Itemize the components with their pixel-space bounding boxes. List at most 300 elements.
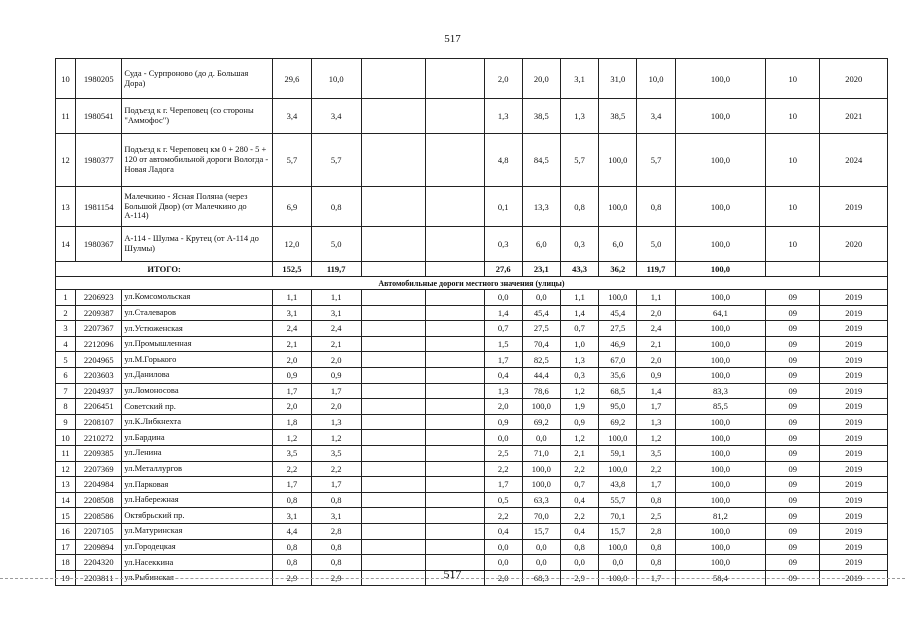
cell-d: 2,0 [484, 399, 522, 415]
cell-f: 0,0 [560, 555, 598, 571]
cell-h: 3,4 [637, 99, 675, 134]
cell-year: 2019 [820, 492, 888, 508]
cell-d: 0,5 [484, 492, 522, 508]
cell-id: 2208508 [76, 492, 122, 508]
cell-year: 2024 [820, 134, 888, 187]
cell-a: 10,0 [311, 59, 361, 99]
cell-h: 10,0 [637, 59, 675, 99]
cell-i: 100,0 [675, 414, 766, 430]
section-header-row [56, 277, 888, 290]
cell-c [426, 305, 484, 321]
cell-h: 1,7 [637, 477, 675, 493]
cell-b [361, 539, 425, 555]
cell-id: 1980205 [76, 59, 122, 99]
cell-name: ул.Набережная [122, 492, 273, 508]
cell-f: 0,7 [560, 321, 598, 337]
table-row [56, 445, 888, 461]
cell-c [426, 352, 484, 368]
cell-g: 0,0 [599, 555, 637, 571]
cell-i: 100,0 [675, 352, 766, 368]
cell-name: Октябрьский пр. [122, 508, 273, 524]
cell-j: 09 [766, 352, 820, 368]
cell-e: 45,4 [522, 305, 560, 321]
table-row [56, 336, 888, 352]
cell-g: 69,2 [599, 414, 637, 430]
cell-g: 100,0 [599, 290, 637, 306]
total-g: 36,2 [599, 262, 637, 277]
cell-j: 09 [766, 290, 820, 306]
table-row [56, 477, 888, 493]
cell-j: 09 [766, 477, 820, 493]
cell-i: 100,0 [675, 461, 766, 477]
cell-len: 1,8 [273, 414, 311, 430]
total-b [361, 262, 425, 277]
cell-c [426, 383, 484, 399]
cell-n: 17 [56, 539, 76, 555]
cell-e: 0,0 [522, 430, 560, 446]
cell-e: 71,0 [522, 445, 560, 461]
cell-id: 2206451 [76, 399, 122, 415]
cell-a: 5,7 [311, 134, 361, 187]
table-row [56, 414, 888, 430]
cell-i: 100,0 [675, 336, 766, 352]
cell-h: 2,0 [637, 352, 675, 368]
table-row [56, 461, 888, 477]
cell-c [426, 430, 484, 446]
cell-year: 2019 [820, 445, 888, 461]
cell-n: 4 [56, 336, 76, 352]
cell-name: ул.Данилова [122, 367, 273, 383]
cell-len: 0,8 [273, 539, 311, 555]
cell-a: 0,8 [311, 187, 361, 227]
cell-d: 0,4 [484, 367, 522, 383]
cell-c [426, 99, 484, 134]
cell-j: 09 [766, 383, 820, 399]
cell-g: 43,8 [599, 477, 637, 493]
cell-h: 2,2 [637, 461, 675, 477]
cell-j: 09 [766, 321, 820, 337]
cell-c [426, 134, 484, 187]
cell-b [361, 508, 425, 524]
cell-h: 0,8 [637, 492, 675, 508]
cell-j: 09 [766, 414, 820, 430]
cell-i: 100,0 [675, 134, 766, 187]
cell-f: 1,2 [560, 430, 598, 446]
cell-f: 1,3 [560, 99, 598, 134]
cell-a: 5,0 [311, 227, 361, 262]
cell-d: 1,5 [484, 336, 522, 352]
cell-len: 3,5 [273, 445, 311, 461]
table-row [56, 508, 888, 524]
cell-a: 2,4 [311, 321, 361, 337]
cell-n: 13 [56, 187, 76, 227]
cell-f: 5,7 [560, 134, 598, 187]
cell-j: 09 [766, 570, 820, 586]
cell-d: 1,3 [484, 99, 522, 134]
cell-id: 2204320 [76, 555, 122, 571]
cell-e: 0,0 [522, 290, 560, 306]
cell-a: 2,0 [311, 399, 361, 415]
cell-e: 82,5 [522, 352, 560, 368]
cell-e: 20,0 [522, 59, 560, 99]
cell-h: 5,0 [637, 227, 675, 262]
cell-c [426, 336, 484, 352]
cell-a: 2,1 [311, 336, 361, 352]
cell-i: 100,0 [675, 99, 766, 134]
cell-c [426, 187, 484, 227]
table-row [56, 305, 888, 321]
total-d: 27,6 [484, 262, 522, 277]
cell-f: 0,9 [560, 414, 598, 430]
cell-len: 29,6 [273, 59, 311, 99]
cell-h: 0,8 [637, 539, 675, 555]
cell-n: 13 [56, 477, 76, 493]
cell-n: 10 [56, 430, 76, 446]
cell-d: 0,7 [484, 321, 522, 337]
cell-name: ул.Металлургов [122, 461, 273, 477]
cell-j: 10 [766, 99, 820, 134]
cell-d: 2,0 [484, 570, 522, 586]
cell-name: Малечкино - Ясная Поляна (через Большой Двор) (от Малечкино до А-114) [122, 187, 273, 227]
cell-id: 2209385 [76, 445, 122, 461]
cell-year: 2019 [820, 305, 888, 321]
cell-j: 09 [766, 539, 820, 555]
cell-len: 3,1 [273, 508, 311, 524]
cell-name: ул.Устюженская [122, 321, 273, 337]
cell-a: 2,2 [311, 461, 361, 477]
cell-id: 2210272 [76, 430, 122, 446]
cell-id: 2208107 [76, 414, 122, 430]
cell-n: 5 [56, 352, 76, 368]
cell-g: 15,7 [599, 523, 637, 539]
cell-n: 11 [56, 445, 76, 461]
cell-c [426, 539, 484, 555]
cell-f: 2,2 [560, 461, 598, 477]
cell-year: 2019 [820, 383, 888, 399]
cell-len: 2,0 [273, 399, 311, 415]
cell-d: 1,3 [484, 383, 522, 399]
table-row [56, 59, 888, 99]
cell-b [361, 414, 425, 430]
cell-d: 0,0 [484, 555, 522, 571]
cell-name: Советский пр. [122, 399, 273, 415]
cell-e: 69,2 [522, 414, 560, 430]
total-year [820, 262, 888, 277]
cell-a: 3,1 [311, 305, 361, 321]
cell-c [426, 445, 484, 461]
cell-c [426, 321, 484, 337]
cell-b [361, 290, 425, 306]
cell-g: 31,0 [599, 59, 637, 99]
cell-year: 2019 [820, 508, 888, 524]
cell-c [426, 492, 484, 508]
cell-n: 12 [56, 461, 76, 477]
cell-len: 2,0 [273, 352, 311, 368]
cell-j: 09 [766, 492, 820, 508]
cell-year: 2019 [820, 539, 888, 555]
cell-g: 45,4 [599, 305, 637, 321]
cell-year: 2019 [820, 430, 888, 446]
cell-year: 2019 [820, 352, 888, 368]
cell-g: 67,0 [599, 352, 637, 368]
total-h: 119,7 [637, 262, 675, 277]
cell-g: 100,0 [599, 187, 637, 227]
cell-h: 2,8 [637, 523, 675, 539]
cell-j: 10 [766, 187, 820, 227]
cell-h: 5,7 [637, 134, 675, 187]
cell-i: 81,2 [675, 508, 766, 524]
cell-g: 100,0 [599, 570, 637, 586]
cell-d: 0,1 [484, 187, 522, 227]
cell-year: 2019 [820, 477, 888, 493]
cell-name: А-114 - Шулма - Крутец (от А-114 до Шулмы) [122, 227, 273, 262]
cell-d: 0,4 [484, 523, 522, 539]
cell-e: 100,0 [522, 399, 560, 415]
cell-d: 0,0 [484, 430, 522, 446]
table-row [56, 352, 888, 368]
cell-f: 3,1 [560, 59, 598, 99]
cell-d: 1,7 [484, 477, 522, 493]
cell-j: 09 [766, 367, 820, 383]
cell-year: 2019 [820, 461, 888, 477]
cell-e: 70,4 [522, 336, 560, 352]
cell-name: ул.Матуринская [122, 523, 273, 539]
cell-e: 0,0 [522, 539, 560, 555]
section-title: Автомобильные дороги местного значения (улицы) [56, 277, 888, 290]
cell-d: 2,5 [484, 445, 522, 461]
total-label: ИТОГО: [56, 262, 273, 277]
cell-year: 2019 [820, 336, 888, 352]
cell-c [426, 59, 484, 99]
cell-j: 09 [766, 508, 820, 524]
cell-e: 13,3 [522, 187, 560, 227]
cell-a: 3,4 [311, 99, 361, 134]
cell-h: 2,4 [637, 321, 675, 337]
cell-n: 11 [56, 99, 76, 134]
cell-g: 27,5 [599, 321, 637, 337]
cell-b [361, 187, 425, 227]
cell-i: 100,0 [675, 367, 766, 383]
cell-j: 09 [766, 555, 820, 571]
cell-g: 100,0 [599, 430, 637, 446]
cell-b [361, 445, 425, 461]
cell-id: 2204984 [76, 477, 122, 493]
total-a: 119,7 [311, 262, 361, 277]
cell-h: 2,0 [637, 305, 675, 321]
cell-h: 0,8 [637, 555, 675, 571]
cell-e: 100,0 [522, 477, 560, 493]
local-roads-body [56, 290, 888, 586]
cell-name: ул.Бардина [122, 430, 273, 446]
table-row [56, 187, 888, 227]
cell-n: 7 [56, 383, 76, 399]
total-row [56, 262, 888, 277]
cell-b [361, 59, 425, 99]
cell-f: 1,1 [560, 290, 598, 306]
cell-h: 2,5 [637, 508, 675, 524]
cell-d: 2,2 [484, 508, 522, 524]
cell-b [361, 134, 425, 187]
cell-i: 100,0 [675, 321, 766, 337]
cell-i: 85,5 [675, 399, 766, 415]
cell-b [361, 430, 425, 446]
cell-a: 0,8 [311, 555, 361, 571]
cell-i: 100,0 [675, 492, 766, 508]
cell-name: Суда - Сурпроново (до д. Большая Дора) [122, 59, 273, 99]
cell-i: 64,1 [675, 305, 766, 321]
cell-i: 58,4 [675, 570, 766, 586]
cell-b [361, 492, 425, 508]
cell-n: 18 [56, 555, 76, 571]
cell-c [426, 227, 484, 262]
cell-d: 1,7 [484, 352, 522, 368]
cell-g: 59,1 [599, 445, 637, 461]
cell-c [426, 523, 484, 539]
cell-a: 0,8 [311, 492, 361, 508]
cell-f: 1,4 [560, 305, 598, 321]
roads-table [55, 58, 888, 586]
cell-b [361, 461, 425, 477]
cell-g: 68,5 [599, 383, 637, 399]
cell-j: 09 [766, 523, 820, 539]
cell-a: 1,2 [311, 430, 361, 446]
cell-i: 100,0 [675, 477, 766, 493]
cell-e: 27,5 [522, 321, 560, 337]
cell-year: 2021 [820, 99, 888, 134]
total-i: 100,0 [675, 262, 766, 277]
cell-j: 09 [766, 430, 820, 446]
cell-e: 44,4 [522, 367, 560, 383]
cell-name: ул.Промышленная [122, 336, 273, 352]
cell-len: 3,4 [273, 99, 311, 134]
cell-i: 83,3 [675, 383, 766, 399]
cell-b [361, 336, 425, 352]
cell-e: 6,0 [522, 227, 560, 262]
cell-f: 2,9 [560, 570, 598, 586]
cell-b [361, 367, 425, 383]
cell-n: 12 [56, 134, 76, 187]
cell-id: 1980541 [76, 99, 122, 134]
cell-c [426, 414, 484, 430]
cell-g: 38,5 [599, 99, 637, 134]
cell-id: 2206923 [76, 290, 122, 306]
cell-i: 100,0 [675, 523, 766, 539]
cell-id: 1981154 [76, 187, 122, 227]
cell-d: 0,3 [484, 227, 522, 262]
cell-f: 0,8 [560, 539, 598, 555]
cell-i: 100,0 [675, 227, 766, 262]
table-row [56, 430, 888, 446]
cell-name: Подъезд к г. Череповец км 0 + 280 - 5 + 120 от автомобильной дороги Вологда - Новая Ладога [122, 134, 273, 187]
cell-n: 2 [56, 305, 76, 321]
cell-len: 6,9 [273, 187, 311, 227]
cell-f: 0,3 [560, 227, 598, 262]
cell-id: 2207105 [76, 523, 122, 539]
cell-len: 2,2 [273, 461, 311, 477]
cell-g: 100,0 [599, 539, 637, 555]
cell-b [361, 321, 425, 337]
cell-len: 1,2 [273, 430, 311, 446]
cell-len: 2,4 [273, 321, 311, 337]
cell-h: 1,7 [637, 399, 675, 415]
cell-i: 100,0 [675, 555, 766, 571]
table-row [56, 539, 888, 555]
cell-d: 4,8 [484, 134, 522, 187]
cell-a: 2,0 [311, 352, 361, 368]
cell-f: 0,8 [560, 187, 598, 227]
cell-n: 15 [56, 508, 76, 524]
cell-len: 0,8 [273, 492, 311, 508]
cell-n: 6 [56, 367, 76, 383]
table-row [56, 399, 888, 415]
cell-e: 0,0 [522, 555, 560, 571]
cell-d: 0,0 [484, 290, 522, 306]
cell-c [426, 461, 484, 477]
page-number-bottom: 517 [443, 567, 462, 581]
cell-g: 100,0 [599, 461, 637, 477]
total-j [766, 262, 820, 277]
cell-h: 3,5 [637, 445, 675, 461]
cell-a: 1,1 [311, 290, 361, 306]
cell-id: 2209387 [76, 305, 122, 321]
total-f: 43,3 [560, 262, 598, 277]
cell-b [361, 99, 425, 134]
cell-h: 0,9 [637, 367, 675, 383]
cell-id: 2204965 [76, 352, 122, 368]
cell-len: 1,7 [273, 477, 311, 493]
cell-year: 2019 [820, 367, 888, 383]
cell-e: 78,6 [522, 383, 560, 399]
cell-len: 0,8 [273, 555, 311, 571]
cell-g: 6,0 [599, 227, 637, 262]
cell-d: 2,2 [484, 461, 522, 477]
cell-n: 9 [56, 414, 76, 430]
cell-year: 2019 [820, 290, 888, 306]
cell-name: ул.Парковая [122, 477, 273, 493]
cell-i: 100,0 [675, 430, 766, 446]
cell-year: 2020 [820, 227, 888, 262]
cell-year: 2019 [820, 555, 888, 571]
cell-e: 68,3 [522, 570, 560, 586]
cell-n: 14 [56, 492, 76, 508]
cell-len: 12,0 [273, 227, 311, 262]
page-number-top: 517 [444, 33, 461, 45]
cell-year: 2019 [820, 570, 888, 586]
cell-len: 4,4 [273, 523, 311, 539]
table-row [56, 367, 888, 383]
cell-id: 2203811 [76, 570, 122, 586]
cell-h: 1,1 [637, 290, 675, 306]
cell-year: 2019 [820, 321, 888, 337]
cell-n: 14 [56, 227, 76, 262]
cell-e: 63,3 [522, 492, 560, 508]
cell-f: 1,2 [560, 383, 598, 399]
cell-f: 2,1 [560, 445, 598, 461]
cell-b [361, 399, 425, 415]
cell-f: 0,7 [560, 477, 598, 493]
cell-id: 1980367 [76, 227, 122, 262]
cell-g: 100,0 [599, 134, 637, 187]
cell-n: 8 [56, 399, 76, 415]
cell-len: 1,1 [273, 290, 311, 306]
cell-e: 15,7 [522, 523, 560, 539]
cell-j: 10 [766, 227, 820, 262]
cell-b [361, 477, 425, 493]
cell-f: 0,4 [560, 492, 598, 508]
cell-j: 09 [766, 461, 820, 477]
cell-name: ул.Ломоносова [122, 383, 273, 399]
cell-a: 1,7 [311, 383, 361, 399]
